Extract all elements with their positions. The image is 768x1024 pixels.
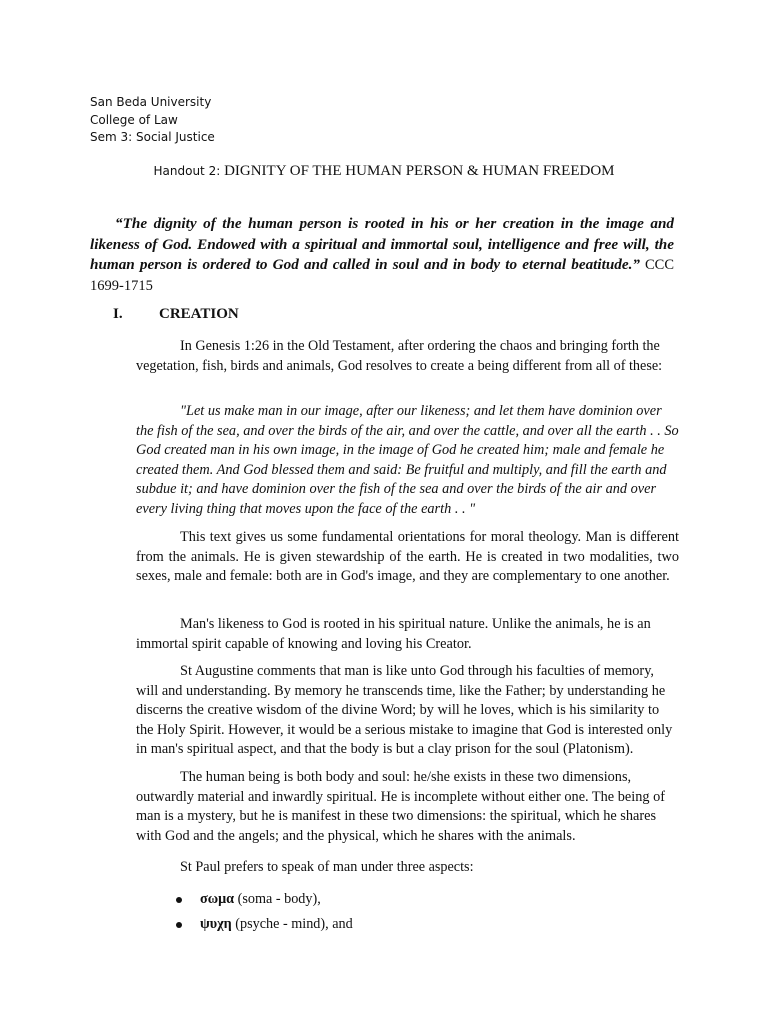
section-heading — [113, 306, 239, 323]
list-item — [180, 887, 580, 912]
list-item — [180, 912, 580, 937]
paragraph-fundamental-orientations: This text gives us some fundamental orientations for moral theology. Man is different from the animals. He is given stewardship of the earth. He is created in two modalities, two sexes, male and female: both are in God's image, and they are complementary to one another. — [136, 529, 679, 584]
aspects-list — [180, 887, 580, 937]
paragraph-genesis-intro: In Genesis 1:26 in the Old Testament, after ordering the chaos and bringing forth the vegetation, fish, birds and animals, God resolves to create a being different from all of these: — [136, 338, 663, 374]
handout-prefix: Handout 2: — [153, 164, 225, 178]
paragraph-st-paul: St Paul prefers to speak of man under three aspects: — [180, 859, 474, 875]
paragraph-genesis-quote: "Let us make man in our image, after our likeness; and let them have dominion over the fish of the sea, and over the birds of the air, and over the cattle, and over all the earth . . So God created man in his own image, in the image of God he created him; male and female he created them. And God blessed them and said: Be fruitful and multiply, and fill the earth and subdue it; and have dominion over the fish of the sea and over the birds of the air and over every living thing that moves upon the face of the earth . . " — [136, 403, 679, 517]
bullet-icon — [176, 922, 182, 928]
quote-citation: CCC 1699-1715 — [90, 257, 674, 294]
term-gloss: (psyche - mind), and — [231, 916, 353, 932]
handout-title — [0, 163, 768, 180]
course-name: Sem 3: Social Justice — [90, 130, 215, 144]
opening-quote — [90, 214, 674, 296]
section-number: I. — [113, 306, 123, 322]
greek-term: σωμα — [200, 891, 235, 907]
paragraph-body-and-soul: The human being is both body and soul: he/she exists in these two dimensions, outwardly material and inwardly spiritual. He is incomplete without either one. The being of man is a mystery, but he is manifest in these two dimensions: the spiritual, which he shares with God and the angels; and the physical, which he shares with the animals. — [136, 769, 665, 844]
college-name: College of Law — [90, 112, 178, 127]
term-gloss: (soma - body), — [234, 891, 321, 907]
greek-term: ψυχη — [200, 916, 232, 932]
paragraph-likeness: Man's likeness to God is rooted in his spiritual nature. Unlike the animals, he is an immortal spirit capable of knowing and loving his Creator. — [136, 616, 651, 652]
document-header — [90, 94, 215, 147]
bullet-icon — [176, 897, 182, 903]
paragraph-augustine: St Augustine comments that man is like unto God through his faculties of memory, will and understanding. By memory he transcends time, like the Father; by understanding he discerns the creative wisdom of the divine Word; by will he loves, which is his similarity to the Holy Spirit. However, it would be a serious mistake to imagine that God is interested only in man's spiritual aspect, and that the body is but a clay prison for the soul (Platonism). — [136, 663, 673, 757]
quote-text: “The dignity of the human person is rooted in his or her creation in the image and likeness of God. Endowed with a spiritual and immortal soul, intelligence and free will, the human person is ordered to God and called in soul and in body to eternal beatitude.” — [90, 215, 674, 273]
university-name: San Beda University — [90, 95, 212, 109]
section-title: CREATION — [159, 306, 239, 322]
handout-title-text: DIGNITY OF THE HUMAN PERSON & HUMAN FREEDOM — [224, 163, 615, 179]
